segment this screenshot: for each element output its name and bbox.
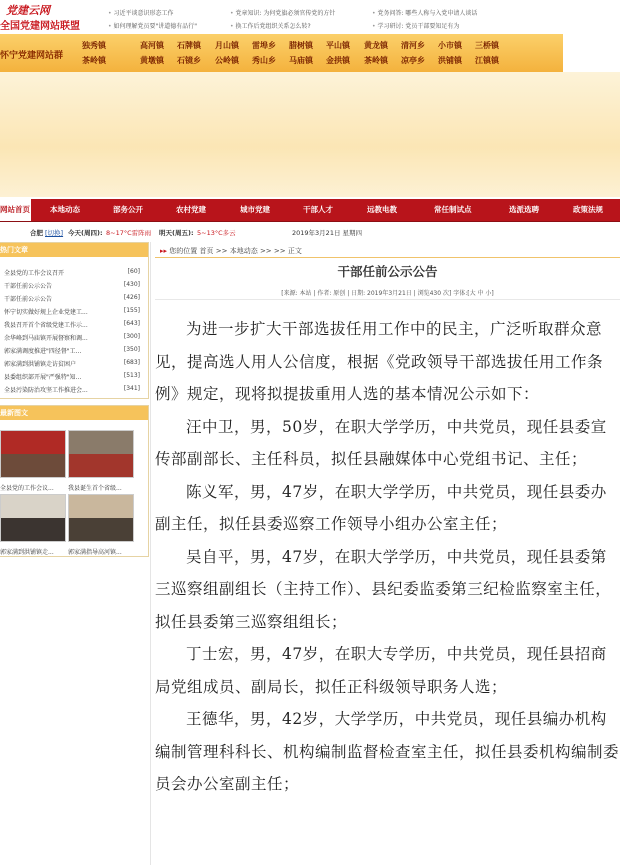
nav-item[interactable]: 干部人才 <box>303 205 333 214</box>
hot-article-count: [513] <box>123 372 140 379</box>
article-paragraph: 王德华，男，42岁，大学学历，中共党员，现任县编办机构编制管理科科长、机构编制监督检查室主任，拟任县委机构编制委员会办公室副主任； <box>155 710 620 793</box>
town-link[interactable]: 洪铺镇 <box>438 56 462 65</box>
weather-switch-link[interactable]: [切换] <box>45 229 64 237</box>
article-meta: [来源: 本站 | 作者: 原创 | 日期: 2019年3月21日 | 浏览430 次] 字体:[大 中 小] <box>281 290 494 297</box>
hot-article-title[interactable]: 全县党的工作会议召开 <box>4 270 65 277</box>
weather-tomorrow-value: 5~13°C多云 <box>197 229 236 237</box>
nav-item[interactable]: 农村党建 <box>176 205 206 214</box>
weather-city: 合肥 <box>30 229 43 237</box>
hot-article-title[interactable]: 怀宁切实做好规上企业党建工... <box>4 309 88 316</box>
hot-article-item[interactable] <box>4 307 144 316</box>
article-paragraph: 陈义军，男，47岁，在职大学学历，中共党员，现任县委办副主任，拟任县委巡察工作领导小组办公室主任； <box>155 482 607 533</box>
photo-caption[interactable]: 郭家满到洪铺镇走... <box>0 549 54 556</box>
town-link[interactable]: 小市镇 <box>438 41 462 50</box>
hot-article-count: [155] <box>123 307 140 314</box>
hot-article-count: [430] <box>123 281 140 288</box>
town-link[interactable]: 公岭镇 <box>215 56 239 65</box>
town-link[interactable]: 清河乡 <box>401 41 425 50</box>
site-header <box>0 0 563 72</box>
breadcrumb-section-link[interactable]: 本地动态 <box>229 247 258 255</box>
breadcrumb-separator: >> <box>215 247 228 255</box>
hot-article-count: [60] <box>127 268 140 275</box>
site-logo-subtitle: 全国党建网站联盟 <box>0 21 80 32</box>
hot-article-title[interactable]: 郭家满调度推进"四径督"工... <box>4 348 82 355</box>
breadcrumb-home-link[interactable]: 首页 <box>199 247 214 255</box>
breadcrumb-current: 正文 <box>287 247 302 255</box>
news-link[interactable]: • 党务问答: 哪些人称与入党申请人谈话 <box>372 8 477 17</box>
breadcrumb-divider <box>155 257 620 258</box>
site-group-name[interactable]: 怀宁党建网站群 <box>0 51 64 61</box>
hot-article-title[interactable]: 郭家满到洪铺镇走访贫困户 <box>4 361 77 368</box>
column-divider <box>150 242 151 865</box>
town-link[interactable]: 三桥镇 <box>475 41 499 50</box>
hot-article-title[interactable]: 县委组织部开展"严强特"知... <box>4 374 82 381</box>
banner-area <box>0 72 620 197</box>
weather-today-label: 今天(周四): <box>68 229 103 237</box>
town-bar <box>0 34 563 72</box>
town-link[interactable]: 马庙镇 <box>289 56 313 65</box>
site-logo[interactable]: 党建云网 <box>6 4 50 17</box>
hot-articles-title: 热门文章 <box>0 243 148 257</box>
hot-article-count: [643] <box>123 320 140 327</box>
nav-item[interactable]: 常任制试点 <box>434 205 472 214</box>
photo-news-title: 最新图文 <box>0 406 148 420</box>
photo-thumbnail[interactable] <box>0 430 66 478</box>
article-paragraph: 为进一步扩大干部选拔任用工作中的民主，广泛听取群众意见，提高选人用人公信度，根据《党政领导干部选拔任用工作条例》规定，现将拟提拔重用人选的基本情况公示如下： <box>155 320 604 403</box>
town-link[interactable]: 石牌镇 <box>177 41 201 50</box>
hot-article-item[interactable] <box>4 281 144 290</box>
hot-article-item[interactable] <box>4 320 144 329</box>
hot-article-count: [350] <box>123 346 140 353</box>
hot-article-item[interactable] <box>4 333 144 342</box>
town-link[interactable]: 独秀镇 <box>82 41 106 50</box>
town-link[interactable]: 金拱镇 <box>326 56 350 65</box>
town-link[interactable]: 茶岭镇 <box>364 56 388 65</box>
town-link[interactable]: 月山镇 <box>215 41 239 50</box>
hot-article-count: [300] <box>123 333 140 340</box>
hot-article-title[interactable]: 全县污染防治攻坚工作推进会... <box>4 387 88 394</box>
news-link[interactable]: • 换工作后党组织关系怎么转? <box>230 21 311 30</box>
photo-caption[interactable]: 全县党的工作会议... <box>0 485 54 492</box>
breadcrumb-separator: >> <box>273 247 286 255</box>
article-paragraph: 吴自平，男，47岁，在职大学学历，中共党员，现任县委第三巡察组副组长（主持工作）、县纪委监委第三纪检监察室主任，拟任县委第三巡察组组长； <box>155 547 612 631</box>
hot-article-title[interactable]: 干部任前公示公告 <box>4 283 53 290</box>
hot-article-count: [341] <box>123 385 140 392</box>
hot-article-item[interactable] <box>4 346 144 355</box>
photo-thumbnail[interactable] <box>68 430 134 478</box>
hot-article-item[interactable] <box>4 372 144 381</box>
nav-item[interactable]: 选派选聘 <box>509 205 539 214</box>
nav-item[interactable]: 政策法规 <box>573 205 603 214</box>
town-link[interactable]: 雷埠乡 <box>252 41 276 50</box>
photo-caption[interactable]: 郭家满指导高河镇... <box>68 549 122 556</box>
hot-article-item[interactable] <box>4 268 144 277</box>
hot-article-item[interactable] <box>4 385 144 394</box>
news-link[interactable]: • 习近平谈意识形态工作 <box>108 8 173 17</box>
photo-caption[interactable]: 我县诞生首个省级... <box>68 485 122 492</box>
nav-item[interactable]: 城市党建 <box>240 205 270 214</box>
hot-article-title[interactable]: 干部任前公示公告 <box>4 296 53 303</box>
hot-article-count: [426] <box>123 294 140 301</box>
main-nav <box>0 199 620 222</box>
nav-item[interactable]: 远教电教 <box>367 205 397 214</box>
news-link[interactable]: • 党章知识: 为何党旗必须官传党的方针 <box>230 8 335 17</box>
town-link[interactable]: 高河镇 <box>140 41 164 50</box>
article-title: 干部任前公示公告 <box>337 264 438 279</box>
current-date: 2019年3月21日 星期四 <box>292 229 363 237</box>
town-link[interactable]: 凉亭乡 <box>401 56 425 65</box>
nav-item[interactable]: 本地动态 <box>50 205 80 214</box>
hot-article-item[interactable] <box>4 359 144 368</box>
hot-articles-panel <box>0 242 149 399</box>
news-link[interactable]: • 如何理解党员要"讲道德有品行" <box>108 21 197 30</box>
town-link[interactable]: 黄龙镇 <box>364 41 388 50</box>
article-paragraph: 丁士宏，男，47岁，在职大专学历，中共党员，现任县招商局党组成员、副局长，拟任正科级领导职务人选； <box>155 645 607 696</box>
hot-article-title[interactable]: 余华峰到马庙镇开展督察和调... <box>4 335 88 342</box>
breadcrumb-label: 您的位置 <box>169 247 198 255</box>
town-link[interactable]: 腊树镇 <box>289 41 313 50</box>
photo-thumbnail[interactable] <box>68 494 134 542</box>
town-link[interactable]: 茶岭镇 <box>82 56 106 65</box>
town-link[interactable]: 江镇镇 <box>475 56 499 65</box>
meta-divider <box>155 299 620 300</box>
photo-thumbnail[interactable] <box>0 494 66 542</box>
article-paragraph: 汪中卫，男，50岁，在职大学学历，中共党员，现任县委宣传部副部长、主任科员，拟任县融媒体中心党组书记、主任； <box>155 417 607 468</box>
town-link[interactable]: 黄墩镇 <box>140 56 164 65</box>
header-strip <box>0 0 563 34</box>
town-link[interactable]: 石镜乡 <box>177 56 201 65</box>
hot-article-count: [683] <box>123 359 140 366</box>
article-body <box>155 313 620 801</box>
breadcrumb <box>160 246 302 256</box>
weather-today-value: 8~17°C雷阵雨 <box>106 229 152 237</box>
breadcrumb-separator: >> <box>259 247 272 255</box>
hot-article-title[interactable]: 我县召开首个省级党建工作示... <box>4 322 88 329</box>
hot-article-item[interactable] <box>4 294 144 303</box>
nav-item[interactable]: 部务公开 <box>113 205 143 214</box>
town-link[interactable]: 秀山乡 <box>252 56 276 65</box>
nav-item-home[interactable] <box>0 199 31 221</box>
nav-item-label: 网站首页 <box>0 205 30 214</box>
news-link[interactable]: • 学习研讨: 党员干部要知足有为 <box>372 21 459 30</box>
town-link[interactable]: 平山镇 <box>326 41 350 50</box>
weather-bar <box>0 224 620 240</box>
weather-tomorrow-label: 明天(周五): <box>159 229 194 237</box>
breadcrumb-arrow-icon: ▸▸ <box>160 247 168 255</box>
photo-news-panel <box>0 405 149 557</box>
